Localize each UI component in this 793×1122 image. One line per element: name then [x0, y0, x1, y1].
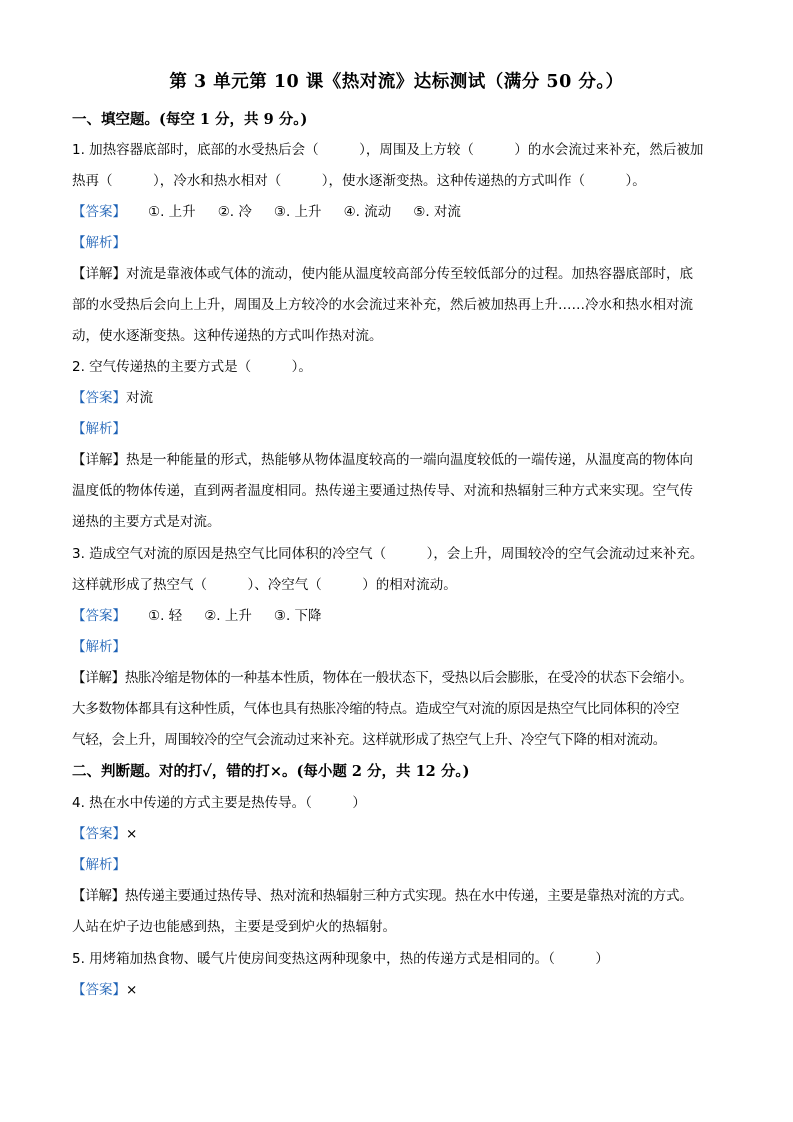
- question-5-answer-row: [72, 980, 732, 1000]
- question-3-detail-line-2: 大多数物体都具有这种性质，气体也具有热胀冷缩的特点。造成空气对流的原因是热空气比同体积的冷空: [72, 701, 680, 717]
- detail-text: 热胀冷缩是物体的一种基本性质，物体在一般状态下，受热以后会膨胀，在受冷的状态下会缩小。: [124, 670, 693, 686]
- question-5-text: 5. 用烤箱加热食物、暖气片使房间变热这两种现象中，热的传递方式是相同的。（ ）: [72, 951, 609, 967]
- question-4-answer-row: [72, 824, 732, 844]
- question-3-text-line-2: 这样就形成了热空气（ ）、冷空气（ ）的相对流动。: [72, 577, 457, 593]
- question-1-text-line-2: 热再（ ），冷水和热水相对（ ），使水逐渐变热。这种传递热的方式叫作（ ）。: [72, 173, 646, 189]
- answer-item: ③. 上升: [273, 204, 322, 220]
- answer-tag: 【答案】: [72, 982, 126, 998]
- section-heading-fill-in: 一、填空题。(每空 1 分，共 9 分。): [72, 111, 308, 128]
- answer-item: ①. 轻: [148, 608, 183, 624]
- detail-tag: 【详解】: [72, 888, 125, 904]
- answer-item: 对流: [126, 390, 153, 406]
- question-2-answer-row: [72, 388, 732, 408]
- analysis-tag: 【解析】: [72, 639, 126, 655]
- answer-item: ②. 上升: [204, 608, 252, 624]
- answer-tag: 【答案】: [72, 204, 126, 220]
- detail-tag: 【详解】: [72, 266, 126, 282]
- question-1-answer-row: [72, 202, 732, 222]
- detail-text: 对流是靠液体或气体的流动，使内能从温度较高部分传至较低部分的过程。加热容器底部时，底: [126, 266, 693, 282]
- question-2-detail-line-2: 温度低的物体传递，直到两者温度相同。热传递主要通过热传导、对流和热辐射三种方式来实现。空气传: [72, 483, 693, 499]
- question-3-answer-row: [72, 606, 732, 626]
- answer-item: ③. 下降: [273, 608, 322, 624]
- analysis-tag: 【解析】: [72, 857, 126, 873]
- detail-text: 热是一种能量的形式，热能够从物体温度较高的一端向温度较低的一端传递，从温度高的物体向: [126, 452, 693, 468]
- question-2-detail-line-1: [72, 450, 732, 470]
- question-1-detail-line-2: 部的水受热后会向上上升，周围及上方较冷的水会流过来补充，然后被加热再上升……冷水和热水相对流: [72, 297, 693, 313]
- answer-item: ②. 冷: [217, 204, 252, 220]
- question-3-text-line-1: 3. 造成空气对流的原因是热空气比同体积的冷空气（ ），会上升，周围较冷的空气会流动过来补充。: [72, 546, 704, 562]
- detail-tag: 【详解】: [72, 452, 126, 468]
- question-4-detail-line-1: [72, 886, 732, 906]
- question-2-detail-line-3: 递热的主要方式是对流。: [72, 514, 221, 530]
- answer-item: ①. 上升: [148, 204, 196, 220]
- question-4-detail-line-2: 人站在炉子边也能感到热，主要是受到炉火的热辐射。: [72, 919, 396, 935]
- answer-item: ④. 流动: [343, 204, 392, 220]
- question-4-text: 4. 热在水中传递的方式主要是热传导。（ ）: [72, 795, 366, 811]
- question-4-analysis-row: [72, 855, 732, 875]
- answer-item: ⑤. 对流: [413, 204, 461, 220]
- question-3-detail-line-1: [72, 668, 732, 688]
- question-3-detail-line-3: 气轻，会上升，周围较冷的空气会流动过来补充。这样就形成了热空气上升、冷空气下降的相对流动。: [72, 732, 666, 748]
- answer-tag: 【答案】: [72, 608, 126, 624]
- answer-tag: 【答案】: [72, 390, 126, 406]
- answer-item: ×: [126, 982, 138, 998]
- section-heading-true-false: 二、判断题。对的打✓，错的打×。(每小题 2 分，共 12 分。): [72, 763, 470, 780]
- analysis-tag: 【解析】: [72, 235, 126, 251]
- question-2-text: 2. 空气传递热的主要方式是（ ）。: [72, 359, 312, 375]
- question-2-analysis-row: [72, 419, 732, 439]
- question-1-detail-line-3: 动，使水逐渐变热。这种传递热的方式叫作热对流。: [72, 328, 383, 344]
- answer-tag: 【答案】: [72, 826, 126, 842]
- answer-item: ×: [126, 826, 138, 842]
- detail-text: 热传递主要通过热传导、热对流和热辐射三种方式实现。热在水中传递，主要是靠热对流的方式。: [124, 888, 693, 904]
- question-3-analysis-row: [72, 637, 732, 657]
- document-title: 第 3 单元第 10 课《热对流》达标测试（满分 50 分。）: [169, 72, 624, 92]
- question-1-detail-line-1: [72, 264, 732, 284]
- detail-tag: 【详解】: [72, 670, 125, 686]
- question-1-analysis-row: [72, 233, 732, 253]
- question-1-text-line-1: 1. 加热容器底部时，底部的水受热后会（ ），周围及上方较（ ）的水会流过来补充，然后被加: [72, 142, 704, 158]
- analysis-tag: 【解析】: [72, 421, 126, 437]
